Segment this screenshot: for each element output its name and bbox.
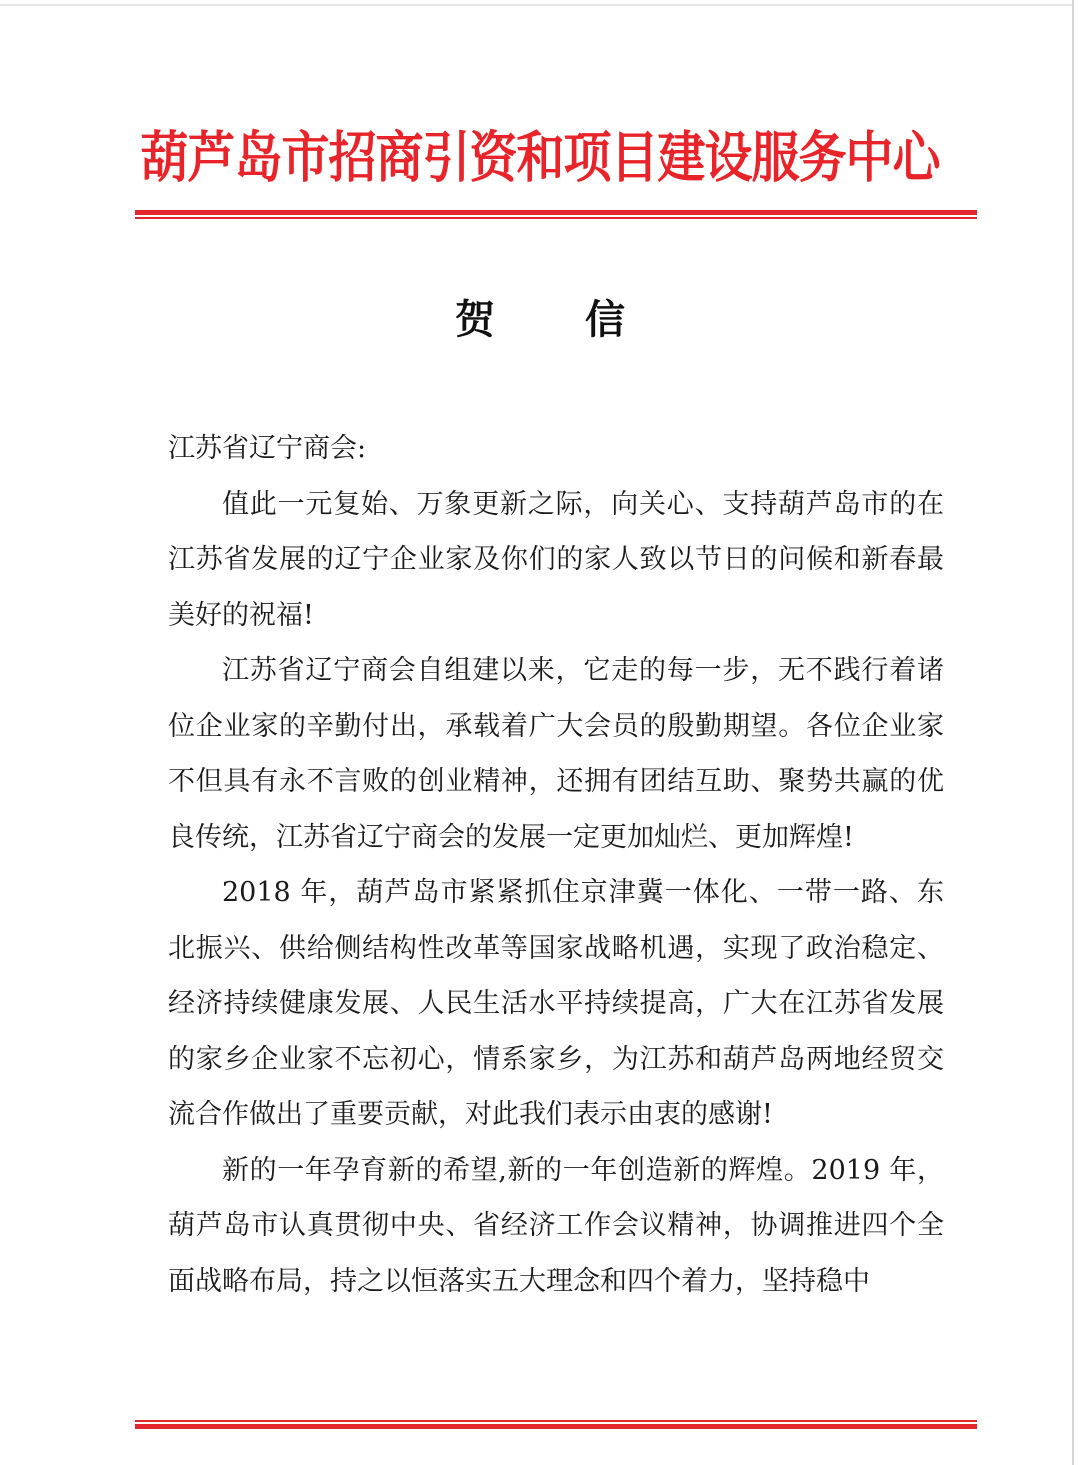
footer-red-rule: [135, 1420, 977, 1429]
letter-paragraph: 新的一年孕育新的希望,新的一年创造新的辉煌。2019 年，葫芦岛市认真贯彻中央、省经济工作会议精神，协调推进四个全面战略布局，持之以恒落实五大理念和四个着力，坚持稳中: [168, 1154, 944, 1297]
page-right-edge: [1072, 0, 1074, 1465]
letter-paragraph: 江苏省辽宁商会自组建以来，它走的每一步，无不践行着诸位企业家的辛勤付出，承载着广大会员的殷勤期望。各位企业家不但具有永不言败的创业精神，还拥有团结互助、聚势共赢的优良传统，江苏省辽宁商会的发展一定更加灿烂、更加辉煌!: [168, 655, 944, 853]
page-top-edge: [0, 4, 1074, 6]
letterhead-organization: 葫芦岛市招商引资和项目建设服务中心: [140, 125, 940, 191]
letter-title: 贺 信: [455, 296, 663, 343]
letter-paragraph: 值此一元复始、万象更新之际，向关心、支持葫芦岛市的在江苏省发展的辽宁企业家及你们的家人致以节日的问候和新春最美好的祝福!: [168, 488, 944, 631]
letter-paragraph: 2018 年，葫芦岛市紧紧抓住京津冀一体化、一带一路、东北振兴、供给侧结构性改革等国家战略机遇，实现了政治稳定、经济持续健康发展、人民生活水平持续提高，广大在江苏省发展的家乡企业家不忘初心，情系家乡，为江苏和葫芦岛两地经贸交流合作做出了重要贡献，对此我们表示由衷的感谢!: [168, 877, 944, 1130]
letterhead-red-rule: [135, 210, 977, 219]
letter-salutation: 江苏省辽宁商会:: [168, 433, 367, 464]
letter-body: [168, 421, 944, 1309]
